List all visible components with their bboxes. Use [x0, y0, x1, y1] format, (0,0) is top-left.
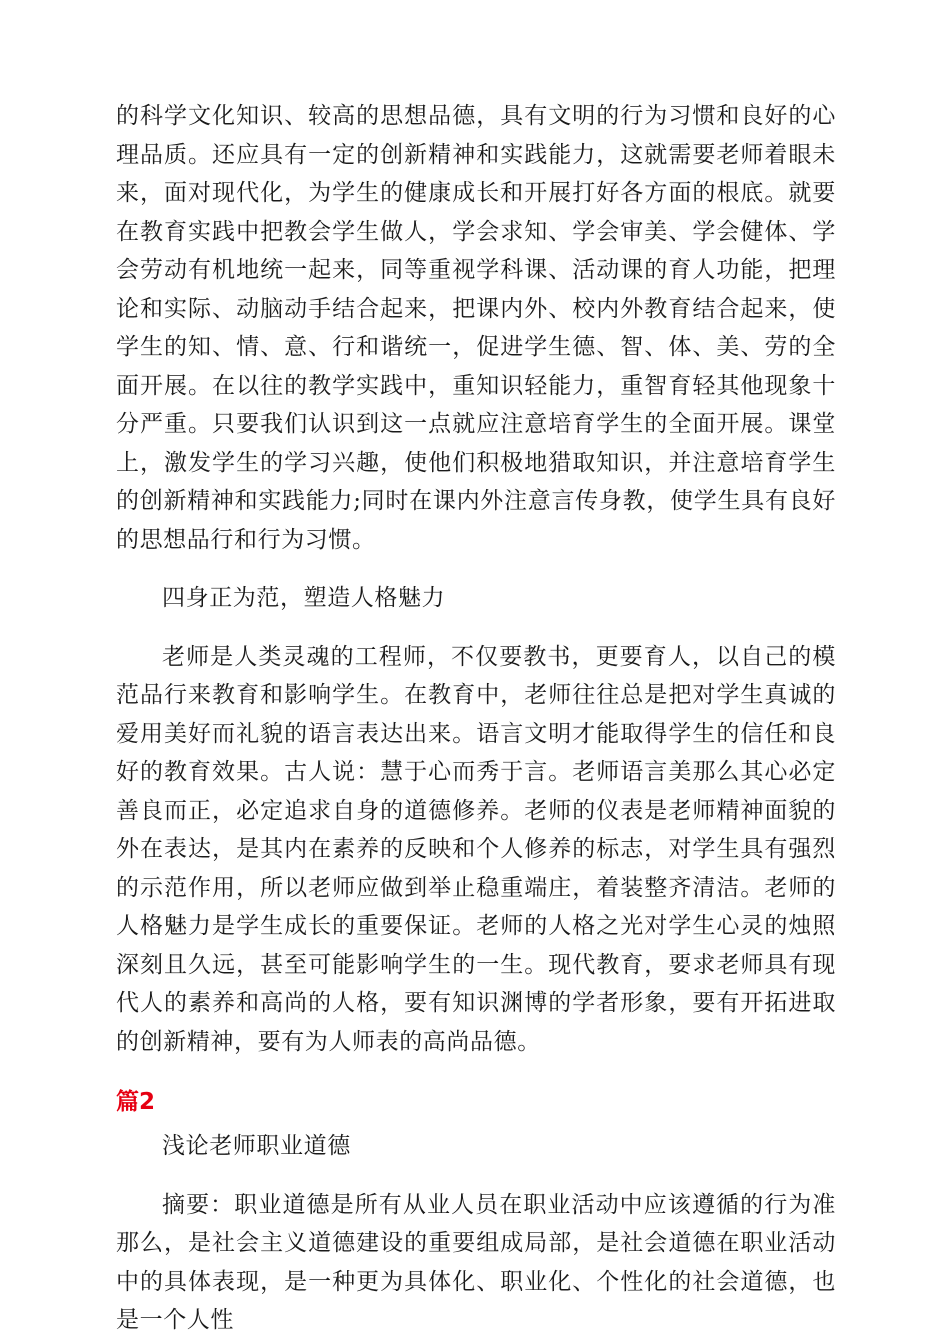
section-heading: 篇2 [116, 1089, 156, 1115]
abstract-paragraph: 摘要：职业道德是所有从业人员在职业活动中应该遵循的行为准那么，是社会主义道德建设的重要组成局部，是社会道德在职业活动中的具体表现，是一种更为具体化、职业化、个性化的社会道德，也是一个人性 [116, 1191, 836, 1333]
article-title: 浅论老师职业道德 [162, 1133, 351, 1159]
body-paragraph-2: 老师是人类灵魂的工程师，不仅要教书，更要育人，以自己的模范品行来教育和影响学生。在教育中，老师往往总是把对学生真诚的爱用美好而礼貌的语言表达出来。语言文明才能取得学生的信任和良好的教育效果。古人说：慧于心而秀于言。老师语言美那么其心必定善良而正，必定追求自身的道德修养。老师的仪表是老师精神面貌的外在表达，是其内在素养的反映和个人修养的标志，对学生具有强烈的示范作用，所以老师应做到举止稳重端庄，着装整齐清洁。老师的人格魅力是学生成长的重要保证。老师的人格之光对学生心灵的烛照深刻且久远，甚至可能影响学生的一生。现代教育，要求老师具有现代人的素养和高尚的人格，要有知识渊博的学者形象，要有开拓进取的创新精神，要有为人师表的高尚品德。 [116, 643, 836, 1055]
body-paragraph-1: 的科学文化知识、较高的思想品德，具有文明的行为习惯和良好的心理品质。还应具有一定的创新精神和实践能力，这就需要老师着眼未来，面对现代化，为学生的健康成长和开展打好各方面的根底。就要在教育实践中把教会学生做人，学会求知、学会审美、学会健体、学会劳动有机地统一起来，同等重视学科课、活动课的育人功能，把理论和实际、动脑动手结合起来，把课内外、校内外教育结合起来，使学生的知、情、意、行和谐统一，促进学生德、智、体、美、劳的全面开展。在以往的教学实践中，重知识轻能力，重智育轻其他现象十分严重。只要我们认识到这一点就应注意培育学生的全面开展。课堂上，激发学生的学习兴趣，使他们积极地猎取知识，并注意培育学生的创新精神和实践能力;同时在课内外注意言传身教，使学生具有良好的思想品行和行为习惯。 [116, 103, 836, 553]
document-page [116, 97, 836, 1340]
subheading-4: 四身正为范，塑造人格魅力 [162, 585, 446, 611]
